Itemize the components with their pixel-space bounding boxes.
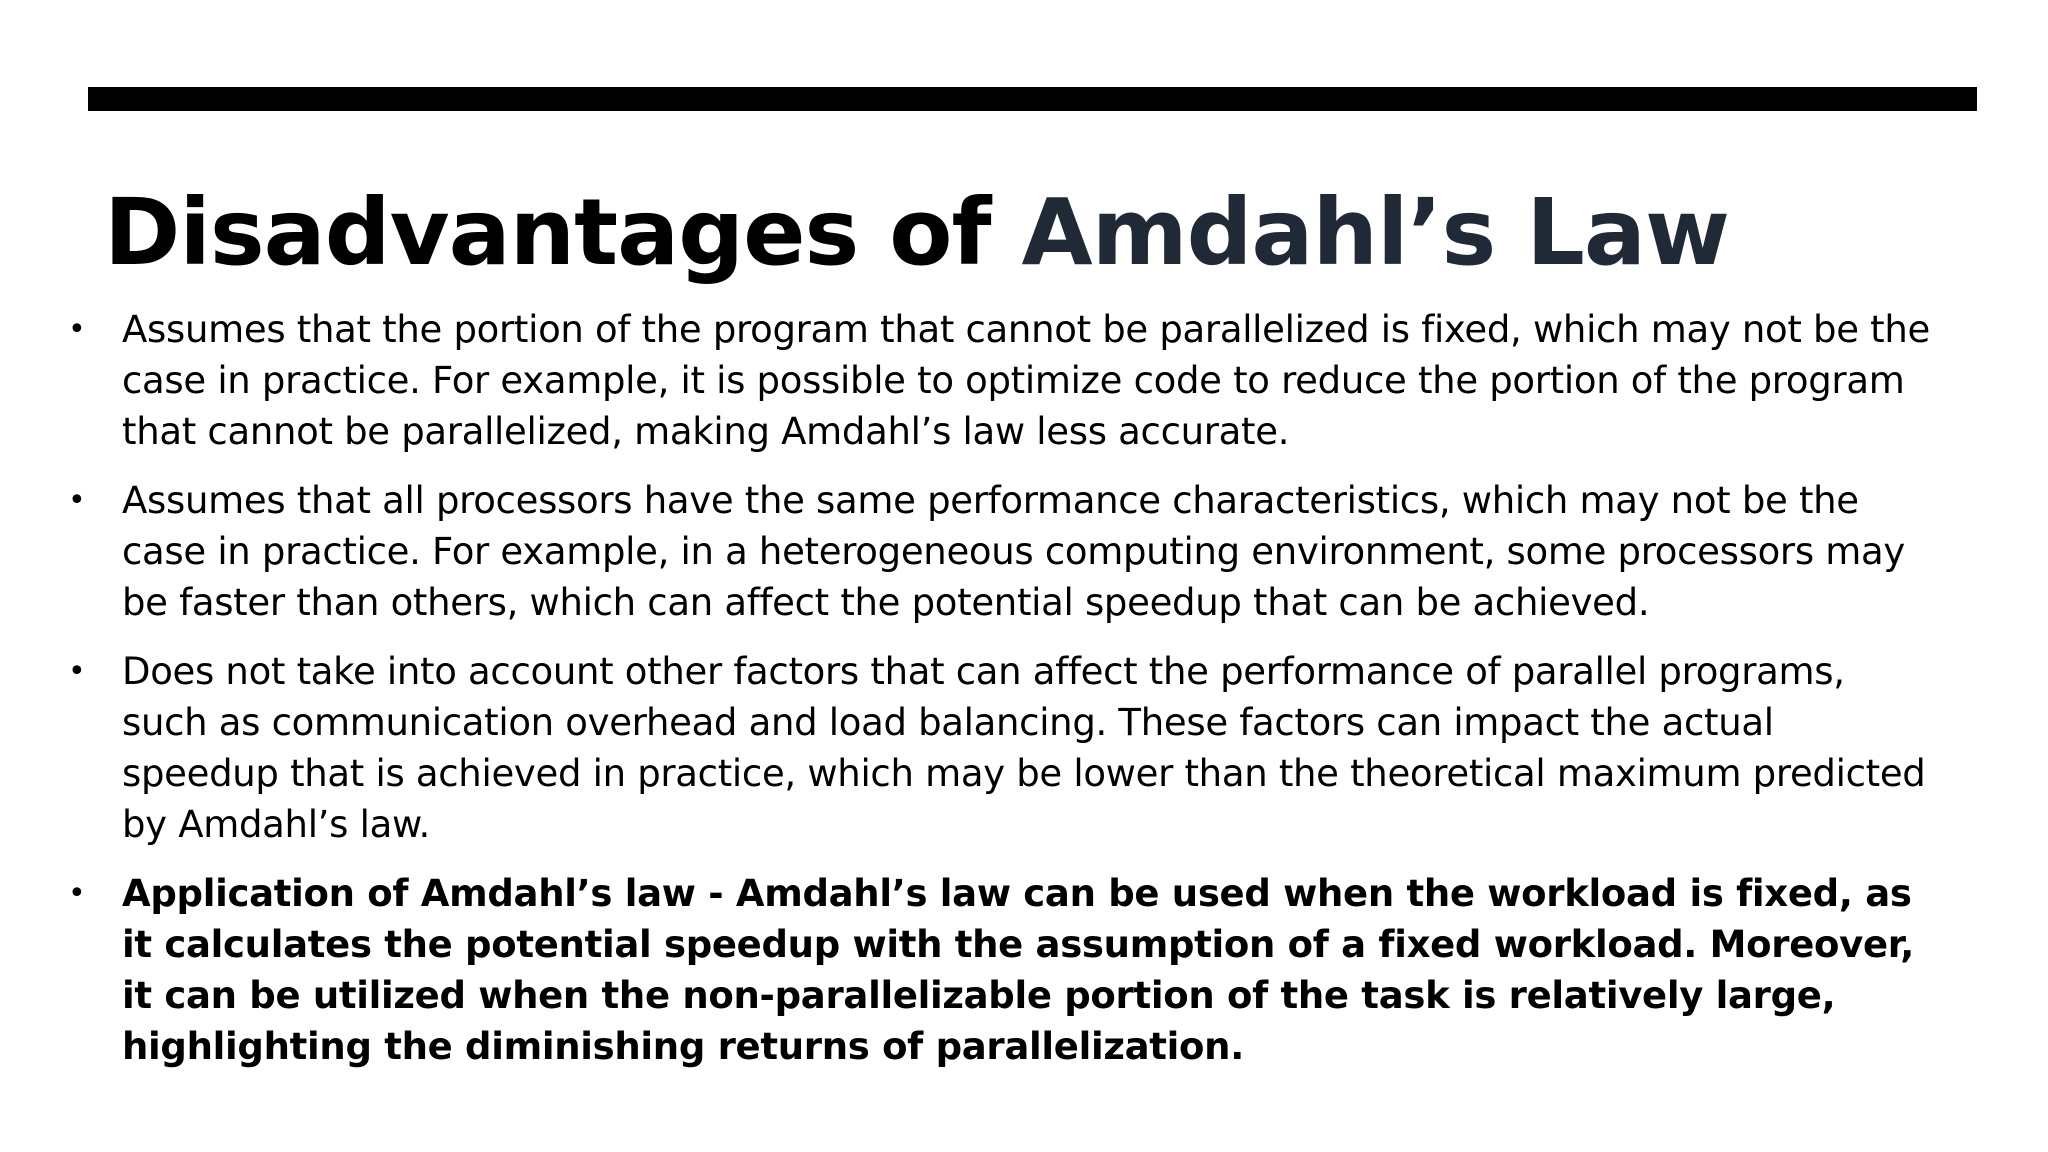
bullet-item-4 <box>60 868 1940 1072</box>
bullet-item-3 <box>60 646 1940 850</box>
bullet-dot-icon: • <box>68 483 86 518</box>
title-part-2: Amdahl’s Law <box>1021 179 1729 286</box>
bullet-text-1: Assumes that the portion of the program that cannot be parallelized is fixed, which may not be the case in practice. For example, it is possible to optimize code to reduce the portion of the program that cannot be parallelized, making Amdahl’s law less accurate. <box>122 308 1930 453</box>
bullet-text-4: Application of Amdahl’s law - Amdahl’s law can be used when the workload is fixed, as it calculates the potential speedup with the assumption of a fixed workload. Moreover, it can be utilized when the non-parallelizable portion of the task is relatively large, highlighting the diminishing returns of parallelization. <box>122 872 1915 1068</box>
title-part-1: Disadvantages of <box>104 179 1022 286</box>
slide-title <box>104 172 1729 294</box>
bullet-dot-icon: • <box>68 312 86 347</box>
bullet-dot-icon: • <box>68 654 86 689</box>
bullet-text-3: Does not take into account other factors that can affect the performance of parallel programs, such as communication overhead and load balancing. These factors can impact the actual speedup that is achieved in practice, which may be lower than the theoretical maximum predicted by Amdahl’s law. <box>122 650 1926 846</box>
bullet-item-2 <box>60 475 1940 628</box>
bullet-list <box>60 304 1940 1090</box>
bullet-text-2: Assumes that all processors have the same performance characteristics, which may not be the case in practice. For example, in a heterogeneous computing environment, some processors may be faster than others, which can affect the potential speedup that can be achieved. <box>122 479 1905 624</box>
bullet-dot-icon: • <box>68 876 86 911</box>
bullet-item-1 <box>60 304 1940 457</box>
top-accent-bar <box>88 87 1977 111</box>
